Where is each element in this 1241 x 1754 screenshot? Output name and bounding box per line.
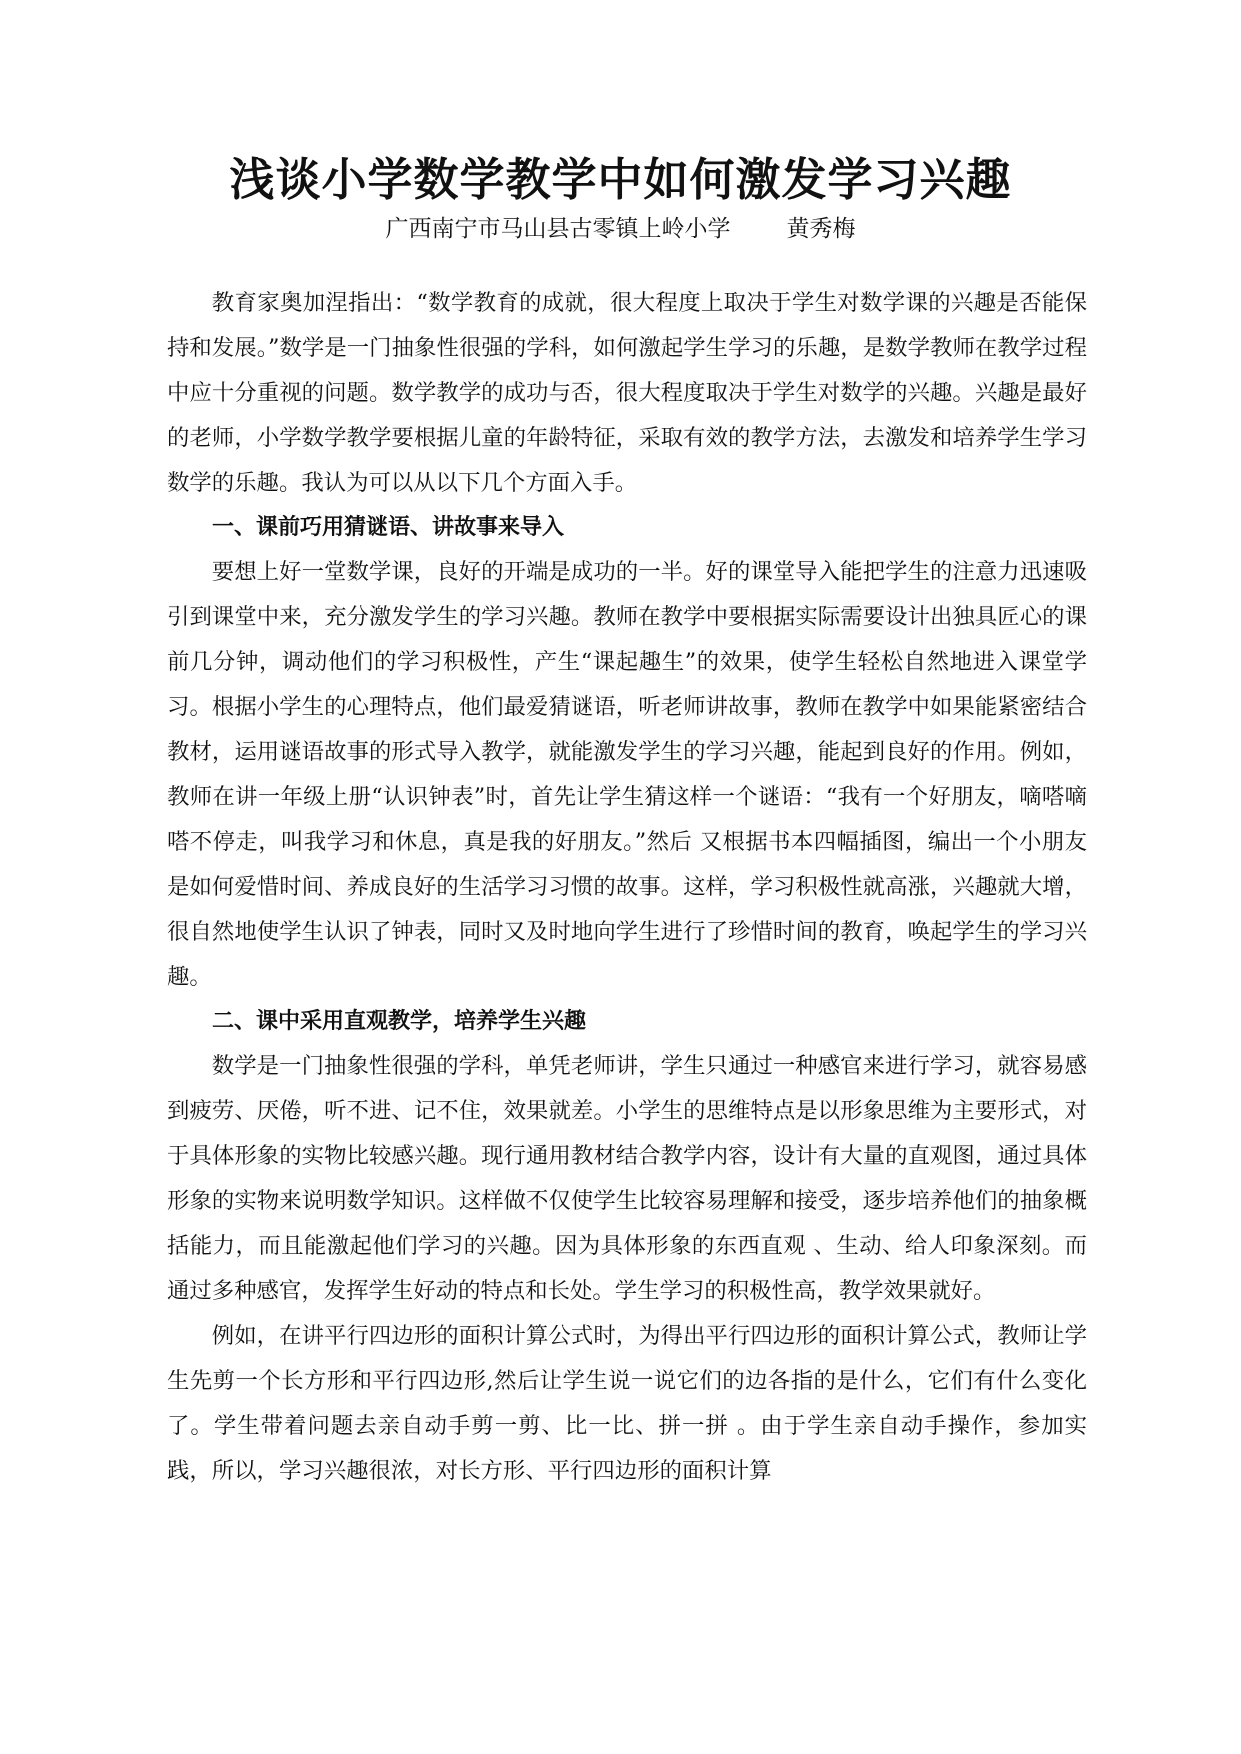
document-body — [167, 281, 1087, 1493]
body-paragraph: 例如，在讲平行四边形的面积计算公式时，为得出平行四边形的面积计算公式，教师让学生先剪一个长方形和平行四边形,然后让学生说一说它们的边各指的是什么，它们有什么变化了。学生带着问题去亲自动手剪一剪、比一比、拼一拼 。由于学生亲自动手操作，参加实践，所以，学习兴趣很浓，对长方形、平行四边形的面积计算 — [167, 1322, 1087, 1484]
body-paragraph: 数学是一门抽象性很强的学科，单凭老师讲，学生只通过一种感官来进行学习，就容易感到疲劳、厌倦，听不进、记不住，效果就差。小学生的思维特点是以形象思维为主要形式，对于具体形象的实物比较感兴趣。现行通用教材结合教学内容，设计有大量的直观图，通过具体形象的实物来说明数学知识。这样做不仅使学生比较容易理解和接受，逐步培养他们的抽象概括能力，而且能激起他们学习的兴趣。因为具体形象的东西直观 、生动、给人印象深刻。而通过多种感官，发挥学生好动的特点和长处。学生学习的积极性高，教学效果就好。 — [167, 1053, 1087, 1304]
section-heading: 一、课前巧用猜谜语、讲故事来导入 — [212, 514, 565, 540]
author-affiliation: 广西南宁市马山县古零镇上岭小学 — [385, 216, 731, 242]
document-title: 浅谈小学数学教学中如何激发学习兴趣 — [229, 153, 1012, 206]
byline — [0, 211, 1241, 247]
intro-paragraph: 教育家奥加涅指出：“数学教育的成就，很大程度上取决于学生对数学课的兴趣是否能保持和发展。”数学是一门抽象性很强的学科，如何激起学生学习的乐趣，是数学教师在教学过程中应十分重视的问题。数学教学的成功与否，很大程度取决于学生对数学的兴趣。兴趣是最好的老师，小学数学教学要根据儿童的年龄特征，采取有效的教学方法，去激发和培养学生学习数学的乐趣。我认为可以从以下几个方面入手。 — [167, 290, 1087, 496]
body-paragraph: 要想上好一堂数学课，良好的开端是成功的一半。好的课堂导入能把学生的注意力迅速吸引到课堂中来，充分激发学生的学习兴趣。教师在教学中要根据实际需要设计出独具匠心的课前几分钟，调动他们的学习积极性，产生“课起趣生”的效果，使学生轻松自然地进入课堂学习。根据小学生的心理特点，他们最爱猜谜语，听老师讲故事，教师在教学中如果能紧密结合教材，运用谜语故事的形式导入教学，就能激发学生的学习兴趣，能起到良好的作用。例如，教师在讲一年级上册“认识钟表”时，首先让学生猜这样一个谜语：“我有一个好朋友，嘀嗒嘀嗒不停走，叫我学习和休息，真是我的好朋友。”然后 又根据书本四幅插图，编出一个小朋友是如何爱惜时间、养成良好的生活学习习惯的故事。这样，学习积极性就高涨，兴趣就大增，很自然地使学生认识了钟表，同时又及时地向学生进行了珍惜时间的教育，唤起学生的学习兴趣。 — [167, 559, 1087, 990]
section-heading: 二、课中采用直观教学，培养学生兴趣 — [212, 1008, 587, 1034]
author-name: 黄秀梅 — [786, 216, 856, 242]
